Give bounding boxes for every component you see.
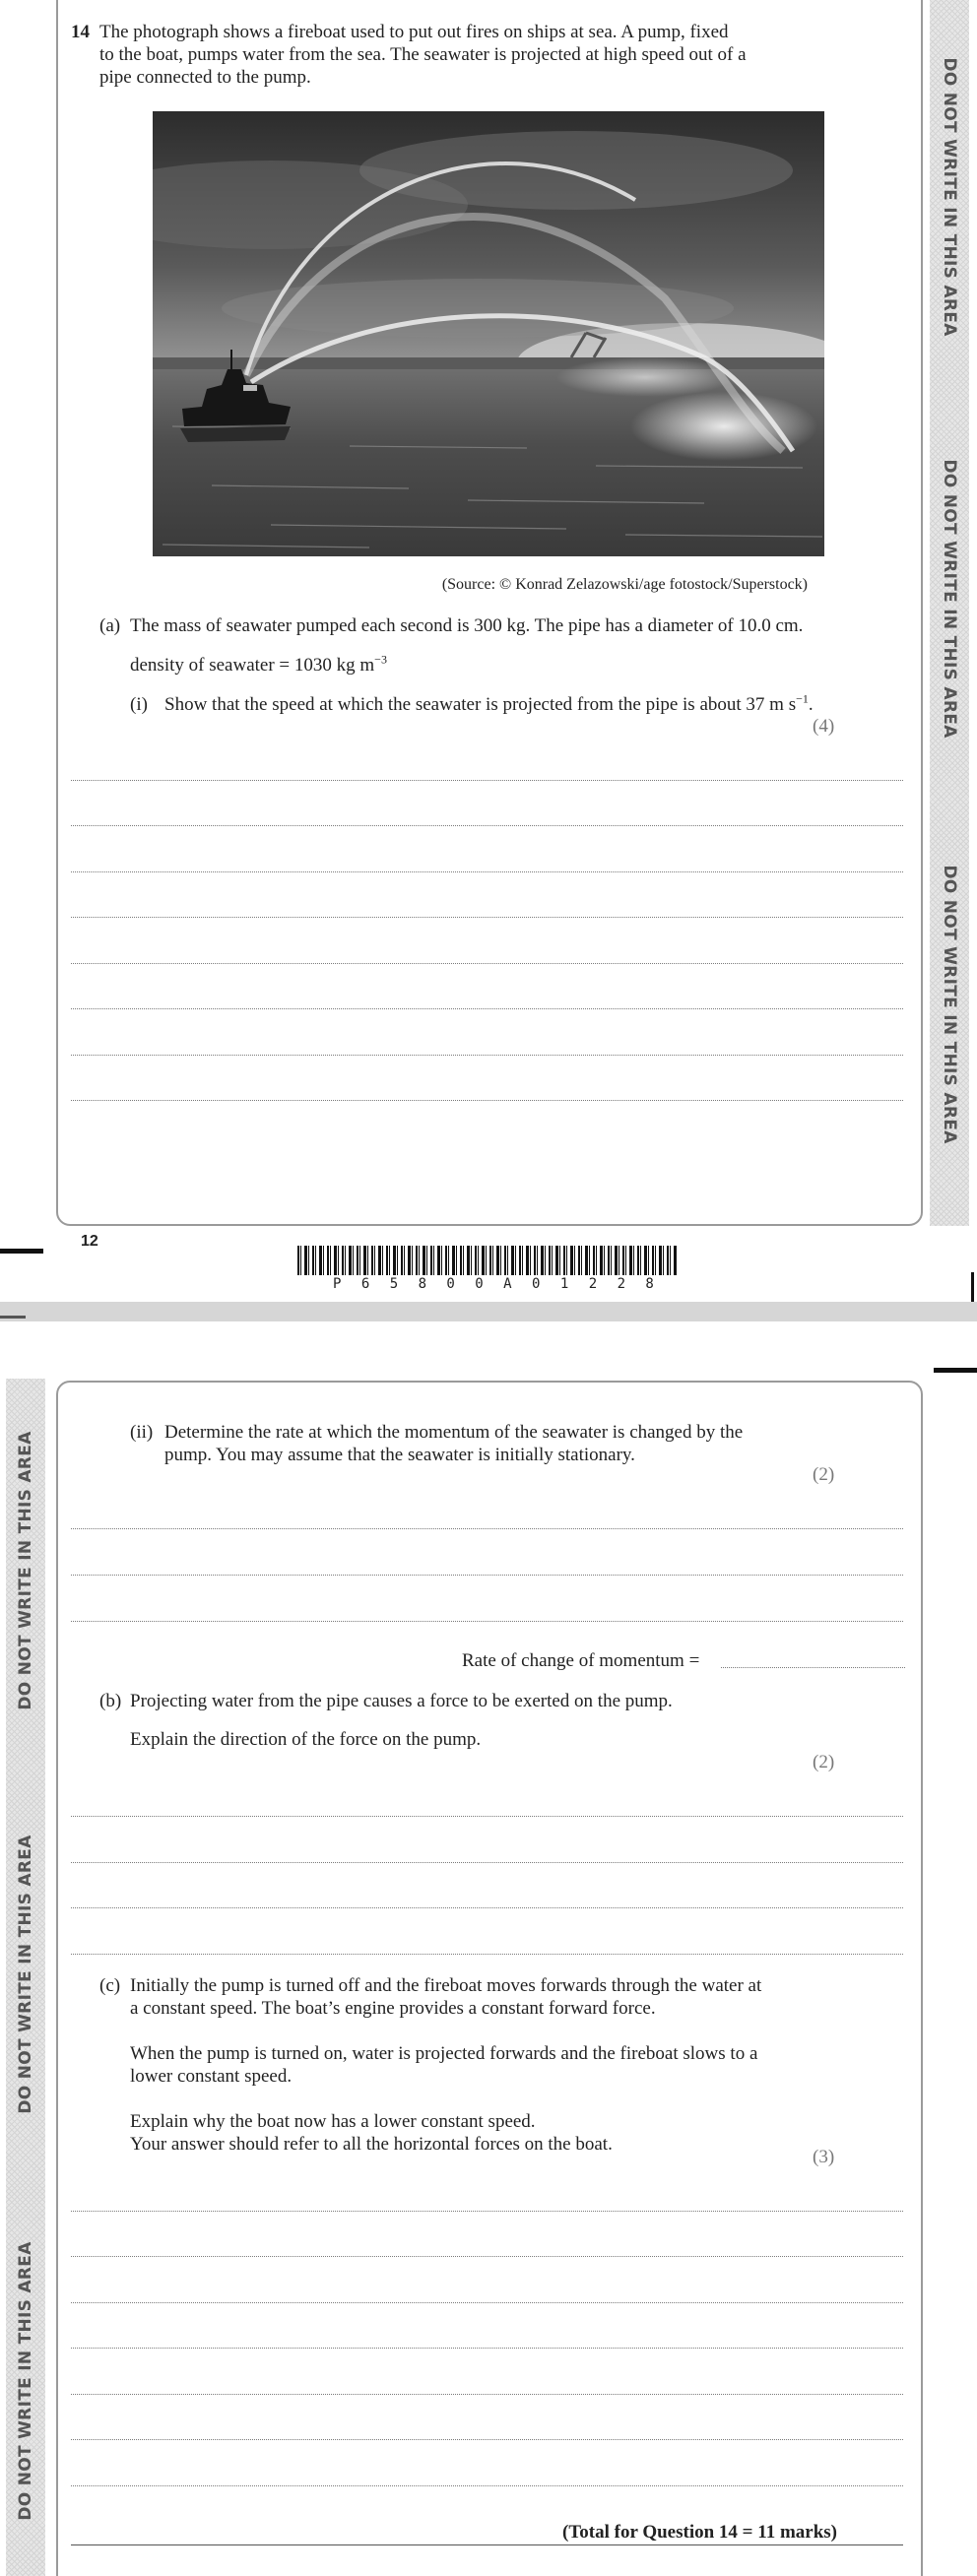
part-b-marks: (2): [813, 1752, 835, 1772]
density-data: density of seawater = 1030 kg $m^{-3}$: [130, 652, 387, 676]
barcode: [297, 1246, 678, 1275]
part-b-instruction: Explain the direction of the force on the pump.: [130, 1729, 482, 1750]
part-a-text: The mass of seawater pumped each second is 300 kg. The pipe has a diameter of 10.0 cm.: [130, 615, 804, 636]
text-line: Determine the rate at which the momentum of the seawater is changed by the: [164, 1422, 744, 1443]
answer-line[interactable]: [71, 2211, 903, 2212]
part-c-text: [130, 1974, 761, 2156]
text-line: Your answer should refer to all the horizontal forces on the boat.: [130, 2134, 613, 2155]
part-a-ii-text: [164, 1421, 743, 1466]
part-a-i-text: Show that the speed at which the seawater is projected from the pipe is about 37 m $s^{-1}$.: [164, 691, 814, 715]
fireboat-photograph: [153, 111, 824, 556]
part-a-i-marks: (4): [813, 716, 835, 737]
margin-warning-text: DO NOT WRITE IN THIS AREA: [940, 459, 959, 739]
answer-line[interactable]: [71, 1954, 903, 1955]
answer-line[interactable]: [71, 917, 903, 918]
answer-line[interactable]: [71, 780, 903, 781]
answer-line[interactable]: [71, 1055, 903, 1056]
text-line: Initially the pump is turned off and the fireboat moves forwards through the water at: [130, 1975, 762, 1996]
answer-line[interactable]: [71, 1100, 903, 1101]
answer-line[interactable]: [71, 2302, 903, 2303]
text-line: lower constant speed.: [130, 2066, 293, 2087]
part-a-ii-label: (ii): [130, 1422, 154, 1443]
corner-mark: [971, 1272, 974, 1302]
page-number: 12: [81, 1233, 98, 1250]
question-intro: [99, 21, 747, 89]
answer-field[interactable]: [721, 1667, 905, 1668]
margin-warning-text: DO NOT WRITE IN THIS AREA: [16, 1835, 35, 2114]
answer-line[interactable]: [71, 2485, 903, 2486]
margin-warning-text: DO NOT WRITE IN THIS AREA: [940, 865, 959, 1144]
answer-line[interactable]: [71, 1907, 903, 1908]
answer-line[interactable]: [71, 1862, 903, 1863]
question-total: (Total for Question 14 = 11 marks): [562, 2522, 837, 2543]
page-separator: [0, 1302, 977, 1321]
answer-line[interactable]: [71, 1008, 903, 1009]
answer-line[interactable]: [71, 1528, 903, 1529]
corner-mark: [0, 1316, 26, 1319]
intro-line: to the boat, pumps water from the sea. The seawater is projected at high speed out of a: [99, 44, 747, 65]
barcode-text: P 6 5 8 0 0 A 0 1 2 2 8: [333, 1276, 660, 1292]
answer-line[interactable]: [71, 1575, 903, 1576]
text-line: a constant speed. The boat’s engine provides a constant forward force.: [130, 1998, 656, 2019]
intro-line: The photograph shows a fireboat used to put out fires on ships at sea. A pump, fixed: [99, 22, 729, 42]
part-a-ii-marks: (2): [813, 1464, 835, 1485]
part-b-text: Projecting water from the pipe causes a force to be exerted on the pump.: [130, 1691, 673, 1711]
intro-line: pipe connected to the pump.: [99, 67, 311, 88]
question-number: 14: [71, 22, 90, 42]
total-underline: [71, 2544, 903, 2545]
answer-line[interactable]: [71, 1621, 903, 1622]
exam-page-13: [0, 1321, 977, 2576]
answer-line[interactable]: [71, 825, 903, 826]
photo-source-credit: (Source: © Konrad Zelazowski/age fotostock/Superstock): [441, 576, 808, 593]
answer-line[interactable]: [71, 1816, 903, 1817]
part-b-label: (b): [99, 1691, 122, 1711]
margin-warning-text: DO NOT WRITE IN THIS AREA: [16, 2241, 35, 2521]
answer-line[interactable]: [71, 2256, 903, 2257]
part-a-label: (a): [99, 615, 121, 636]
margin-warning-text: DO NOT WRITE IN THIS AREA: [16, 1431, 35, 1710]
corner-mark: [0, 1249, 43, 1254]
part-c-label: (c): [99, 1975, 121, 1996]
answer-label: Rate of change of momentum =: [462, 1650, 700, 1671]
text-line: pump. You may assume that the seawater is initially stationary.: [164, 1445, 635, 1465]
part-c-marks: (3): [813, 2147, 835, 2167]
text-line: When the pump is turned on, water is projected forwards and the fireboat slows to a: [130, 2043, 758, 2064]
margin-warning-text: DO NOT WRITE IN THIS AREA: [940, 57, 959, 337]
answer-line[interactable]: [71, 871, 903, 872]
part-a-i-label: (i): [130, 694, 148, 715]
answer-line[interactable]: [71, 963, 903, 964]
text-line: Explain why the boat now has a lower constant speed.: [130, 2111, 536, 2132]
corner-mark: [934, 1368, 977, 1373]
answer-line[interactable]: [71, 2394, 903, 2395]
answer-line[interactable]: [71, 2439, 903, 2440]
answer-line[interactable]: [71, 2348, 903, 2349]
